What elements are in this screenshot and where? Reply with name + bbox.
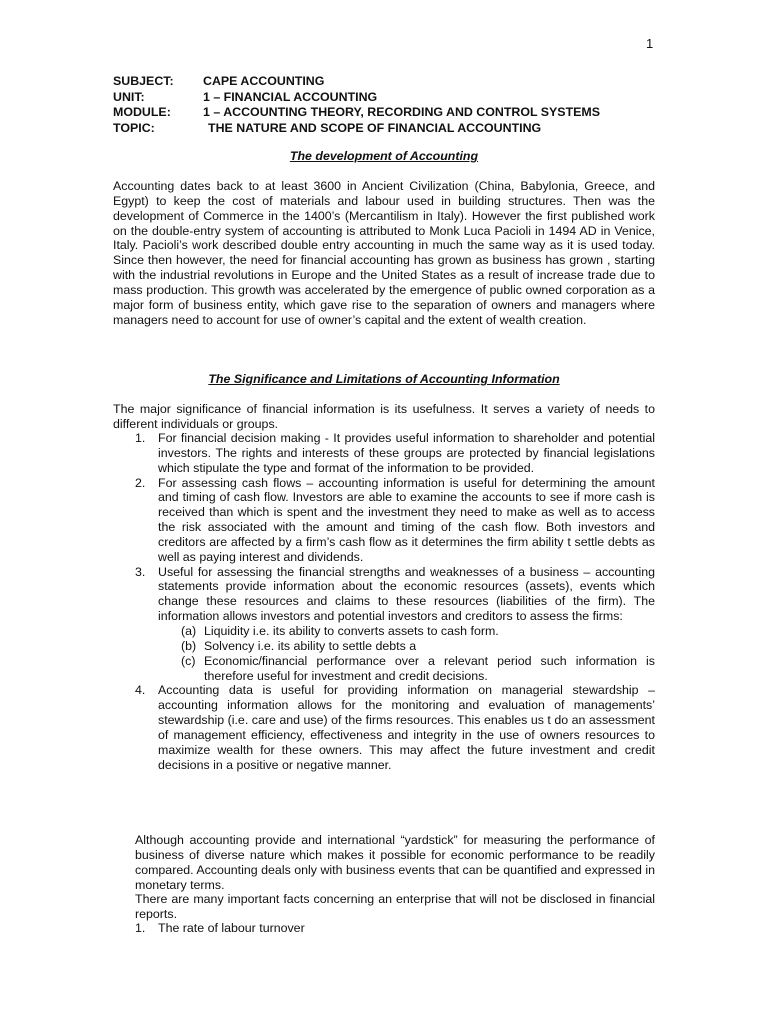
meta-topic [113, 121, 600, 137]
list-number: 2. [135, 475, 146, 490]
meta-unit [113, 90, 600, 106]
list-text: Useful for assessing the financial strengths and weaknesses of a business – accounting statements provide information about the economic resources (assets), events which change these resources and claims to these resources (liabilities of the firm). The information allows investors and potential investors and creditors to assess the firms: [158, 564, 655, 624]
sublist-text: Economic/financial performance over a relevant period such information is therefore useful for investment and credit decisions. [204, 653, 655, 683]
list-item [135, 476, 655, 565]
sublist-text: Solvency i.e. its ability to settle debts a [204, 638, 417, 653]
list-number: 3. [135, 564, 146, 579]
meta-module [113, 105, 600, 121]
page-number: 1 [646, 36, 654, 51]
list-text: For financial decision making - It provides useful information to shareholder and potential investors. The rights and interests of these groups are protected by financial legislations which stipulate the type and format of the information to be provided. [158, 431, 655, 475]
meta-value: 1 – ACCOUNTING THEORY, RECORDING AND CONTROL SYSTEMS [203, 105, 600, 120]
section-heading-development: The development of Accounting [289, 149, 479, 163]
sublist-letter: (a) [181, 623, 197, 638]
paragraph-facts: There are many important facts concerning an enterprise that will not be disclosed in financial reports. [135, 892, 655, 921]
list-text: Accounting data is useful for providing information on managerial stewardship – accounting information allows for the monitoring and evaluation of managements’ stewardship (i.e. care and use) of the firms resources. This enables us t do an assessment of management efficiency, effectiveness and integrity in the use of owners resources to maximize wealth for these owners. This may affect the future investment and credit decisions in a positive or negative manner. [158, 683, 655, 772]
meta-value: 1 – FINANCIAL ACCOUNTING [203, 89, 378, 104]
list-text: The rate of labour turnover [158, 921, 305, 935]
meta-value: CAPE ACCOUNTING [203, 74, 325, 88]
sublist-item [181, 654, 655, 684]
paragraph-yardstick: Although accounting provide and international “yardstick” for measuring the performance of business of diverse nature which makes it possible for economic performance to be readily compared. Accounting deals only with business events that can be quantified and expressed in monetary terms. [135, 833, 655, 892]
list-number: 1. [135, 431, 146, 445]
limitations-list [135, 921, 655, 936]
list-text-block [158, 565, 655, 684]
meta-key: MODULE: [113, 105, 171, 120]
sublist-text: Liquidity i.e. its ability to converts assets to cash form. [204, 623, 499, 638]
meta-key: TOPIC: [113, 120, 155, 135]
document-meta [113, 74, 600, 136]
meta-value: THE NATURE AND SCOPE OF FINANCIAL ACCOUNTING [208, 120, 542, 135]
meta-key: SUBJECT: [113, 74, 174, 88]
sublist-item [181, 624, 655, 639]
uses-list [135, 431, 655, 772]
paragraph-development: Accounting dates back to at least 3600 in Ancient Civilization (China, Babylonia, Greece, and Egypt) to keep the cost of materials and labour used in building structures. Then was the development of Commerce in the 1400’s (Mercantilism in Italy). However the first published work on the double-entry system of accounting is attributed to Monk Luca Pacioli in 1494 AD in Venice, Italy. Pacioli’s work described double entry accounting in much the same way as it is used today. Since then however, the need for financial accounting has grown as business has grown , starting with the industrial revolutions in Europe and the United States as a result of increase trade due to mass production. This growth was accelerated by the emergence of public owned corporation as a major form of business entity, which gave rise to the separation of owners and managers where managers need to account for use of owner’s capital and the extent of wealth creation. [113, 179, 655, 327]
list-text: For assessing cash flows – accounting information is useful for determining the amount and timing of cash flow. Investors are able to examine the accounts to see if more cash is received than which is spent and the investment they need to make as well as to access the risk associated with the amount and timing of the cash flow. Both investors and creditors are affected by a firm’s cash flow as it determines the firm ability t settle debts as well as paying interest and dividends. [158, 475, 655, 564]
sublist-item [181, 639, 655, 654]
list-item [135, 683, 655, 772]
list-item [135, 431, 655, 476]
list-item [135, 921, 655, 936]
sublist-letter: (c) [181, 653, 196, 668]
firm-assessment-sublist [181, 624, 655, 683]
paragraph-significance-intro: The major significance of financial information is its usefulness. It serves a variety of needs to different individuals or groups. [113, 402, 655, 431]
list-number: 4. [135, 683, 146, 698]
meta-key: UNIT: [113, 89, 145, 104]
sublist-letter: (b) [181, 638, 197, 653]
meta-subject [113, 74, 600, 90]
list-item [135, 565, 655, 684]
list-number: 1. [135, 921, 146, 935]
section-heading-significance: The Significance and Limitations of Accounting Information [208, 372, 560, 386]
